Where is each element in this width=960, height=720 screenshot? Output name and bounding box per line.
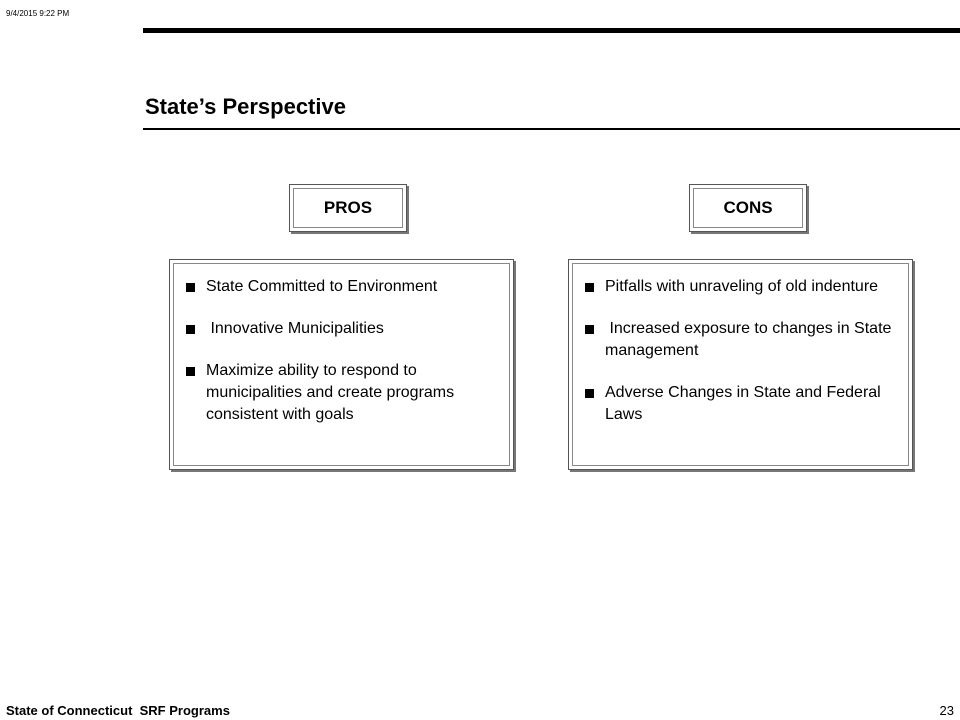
cons-list-item — [585, 276, 902, 298]
pros-list-item — [186, 276, 503, 298]
cons-list-item — [585, 318, 902, 362]
title-rule — [143, 128, 960, 130]
page-title: State’s Perspective — [145, 94, 346, 119]
pros-header-box — [289, 184, 407, 232]
square-bullet-icon — [585, 283, 594, 292]
pros-item-text: Innovative Municipalities — [206, 320, 384, 337]
square-bullet-icon — [186, 283, 195, 292]
cons-list-box — [568, 259, 913, 470]
pros-item-text: Maximize ability to respond to municipalities and create programs consistent with goals — [206, 362, 455, 423]
pros-item-text: State Committed to Environment — [206, 278, 438, 295]
square-bullet-icon — [585, 389, 594, 398]
cons-header-label: CONS — [723, 198, 773, 217]
cons-item-text: Pitfalls with unraveling of old indenture — [605, 278, 879, 295]
footer-text: State of Connecticut SRF Programs — [6, 703, 230, 718]
square-bullet-icon — [186, 325, 195, 334]
pros-header-label: PROS — [323, 198, 373, 217]
pros-list-item — [186, 360, 503, 426]
pros-list-box — [169, 259, 514, 470]
cons-header-box — [689, 184, 807, 232]
cons-item-text: Increased exposure to changes in State management — [605, 320, 896, 359]
square-bullet-icon — [585, 325, 594, 334]
pros-list — [186, 276, 503, 446]
timestamp: 9/4/2015 9:22 PM — [6, 9, 70, 18]
page-number: 23 — [939, 703, 954, 718]
cons-list — [585, 276, 902, 446]
square-bullet-icon — [186, 367, 195, 376]
cons-item-text: Adverse Changes in State and Federal Laws — [605, 384, 881, 423]
cons-list-item — [585, 382, 902, 426]
pros-list-item — [186, 318, 503, 340]
top-rule — [143, 28, 960, 33]
